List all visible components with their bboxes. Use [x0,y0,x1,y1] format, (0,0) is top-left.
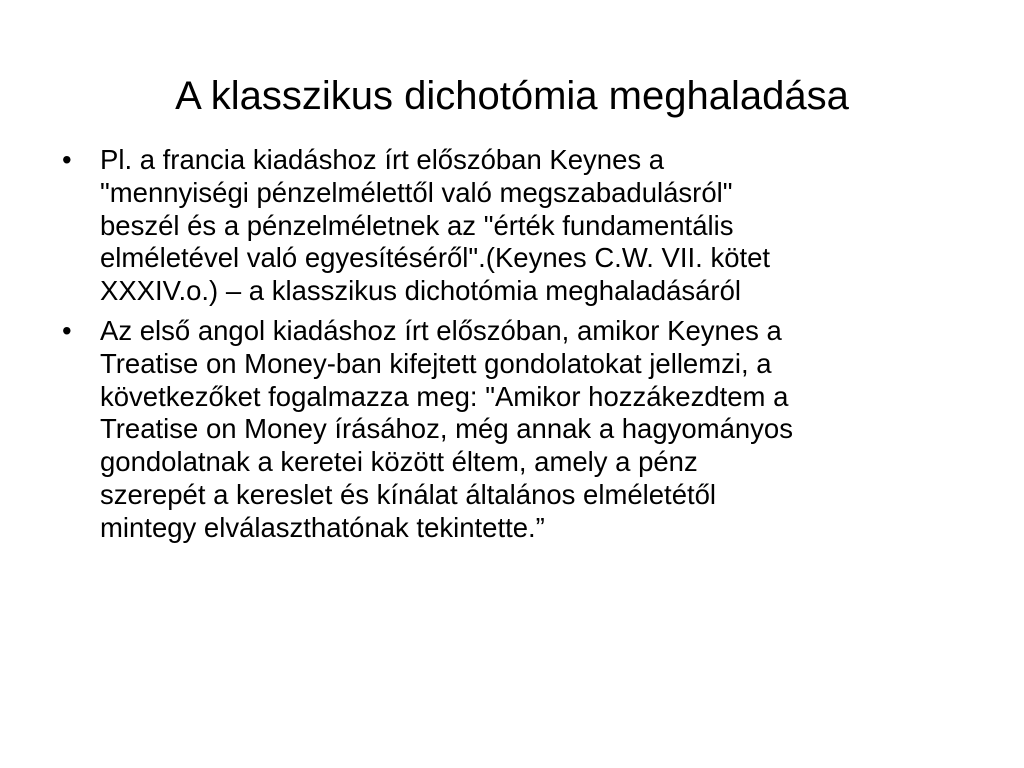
bullet-item-2 [62,315,992,545]
bullet-2-line-2: Treatise on Money-ban kifejtett gondolatokat jellemzi, a [100,347,772,379]
bullet-2-line-6: szerepét a kereslet és kínálat általános elméletétől [100,478,717,510]
bullet-1-line-2: "mennyiségi pénzelmélettől való megszabadulásról" [100,176,733,208]
bullet-1-line-1: Pl. a francia kiadáshoz írt előszóban Keynes a [100,144,665,175]
bullet-2-line-3: következőket fogalmazza meg: "Amikor hozzákezdtem a [100,380,789,412]
bullet-2-line-1: Az első angol kiadáshoz írt előszóban, amikor Keynes a [100,314,782,346]
slide-title: A klasszikus dichotómia meghaladása [175,74,849,118]
bullet-marker: • [62,144,72,175]
bullet-1-line-3: beszél és a pénzelméletnek az "érték fundamentális [100,209,734,241]
bullet-2-line-5: gondolatnak a keretei között éltem, amely a pénz [100,446,698,478]
bullet-marker: • [62,314,72,346]
bullet-2-line-7: mintegy elválaszthatónak tekintette.” [100,511,545,543]
bullet-item-1 [62,144,992,308]
bullet-2-line-4: Treatise on Money írásához, még annak a hagyományos [100,413,793,445]
bullet-1-line-5: XXXIV.o.) – a klasszikus dichotómia meghaladásáról [100,275,741,307]
bullet-1-line-4: elméletével való egyesítéséről".(Keynes C.W. VII. kötet [100,242,771,274]
bullet-list [62,144,992,552]
